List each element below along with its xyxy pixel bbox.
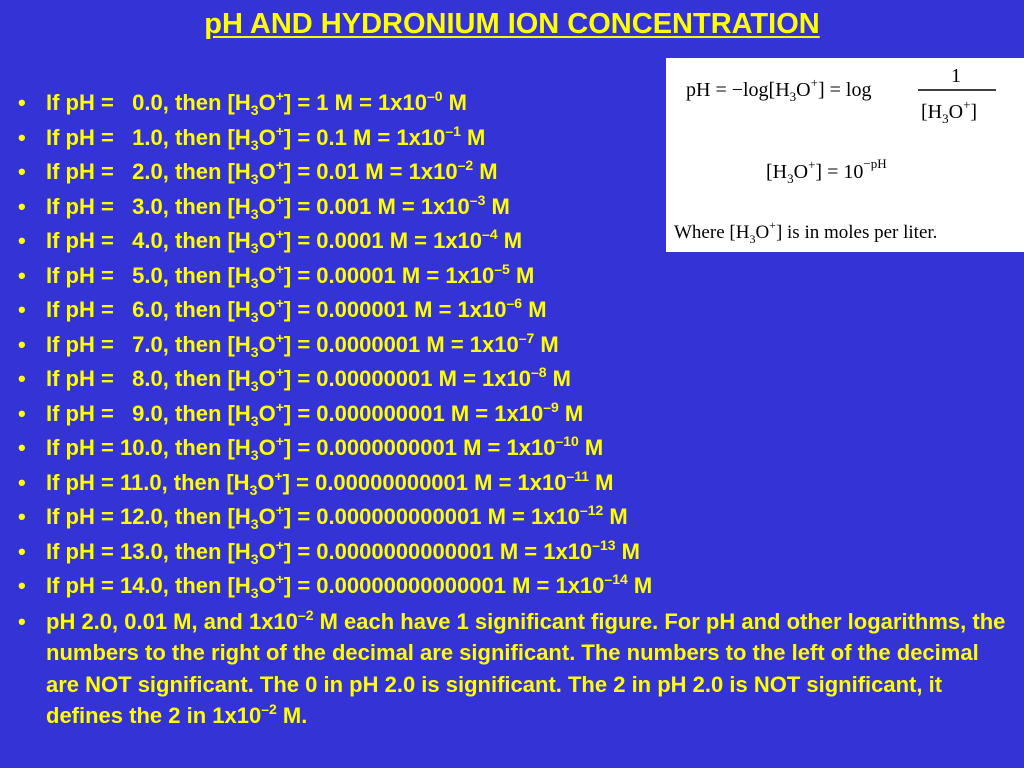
ph-value: 0.0 [119,90,163,115]
concentration-value: 0.00000001 [316,366,433,391]
concentration-value: 0.0000000000001 [316,538,494,564]
ph-value: 7.0 [119,331,163,357]
bullet-dot: • [18,90,26,115]
exponent: –12 [579,502,604,518]
concentration-value: 0.01 [316,159,360,184]
ph-value: 5.0 [119,262,163,288]
ph-value: 11.0 [119,469,162,495]
exponent: –11 [566,467,590,484]
ph-value: 1.0 [119,124,163,150]
concentration-value: 0.00000000001 [315,469,469,495]
exponent: –0 [426,88,443,104]
concentration-value: 0.1 [316,124,347,150]
ph-value: 3.0 [119,193,163,219]
concentration-value: 0.000000001 [316,400,445,426]
page-title: pH AND HYDRONIUM ION CONCENTRATION [204,8,820,40]
concentration-value: 1 [316,90,329,115]
bullet-dot: • [18,366,26,391]
ph-value: 10.0 [119,435,163,460]
formula-image [666,58,1024,252]
bullet-dot: • [18,608,26,634]
concentration-formula: $[H_3O^+] = 10^{-pH}$ [766,156,887,186]
ph-value: 9.0 [119,400,163,426]
bullet-dot: • [18,504,26,529]
ph-value: 12.0 [119,504,163,529]
note-text-3: M. [276,703,308,728]
concentration-value: 0.00001 [316,262,396,288]
bullet-dot: • [18,469,26,495]
bullet-dot: • [18,228,26,253]
bullet-dot: • [18,262,26,288]
exponent: –3 [469,191,486,208]
ph-row: • If pH = 9.0, then $[H_3O^+] = 0.000000001$ $M = 1x10^{-9}$ M [14,397,1014,432]
exponent: –1 [445,122,461,139]
ph-row: • If pH = 3.0, then $[H_3O^+] = 0.001$ $M = 1x10^{-3}$ M [14,190,1014,225]
exponent: –2 [457,157,474,173]
ph-definition-formula: pH = $-\log[H_3O^+] = \log$ [686,75,872,104]
bullet-dot: • [18,573,26,598]
exponent: –4 [482,226,498,242]
exponent: –9 [543,398,559,415]
note-exponent-1: –2 [297,606,314,623]
exponent: –10 [555,433,579,449]
fraction-denominator: $[H_3O^+]$ [921,97,978,126]
exponent: –6 [506,295,523,311]
ph-value: 14.0 [119,573,163,598]
ph-value: 4.0 [119,228,163,253]
ph-row: • If pH = 4.0, then $[H_3O^+] = 0.0001$ $M = 1x10^{-4}$ M [14,224,1014,259]
ph-row: • If pH = 13.0, then $[H_3O^+] = 0.0000000000001$ $M = 1x10^{-13}$ M [14,535,1014,570]
concentration-value: 0.00000000000001 [316,573,506,598]
bullet-dot: • [18,159,26,184]
concentration-value: 0.000000000001 [316,504,482,529]
ph-row: • If pH = 10.0, then $[H_3O^+] = 0.0000000001$ $M = 1x10^{-10}$ M [14,431,1014,466]
ph-row: • If pH = 5.0, then $[H_3O^+] = 0.00001$ $M = 1x10^{-5}$ M [14,259,1014,294]
ph-value: 13.0 [119,538,163,564]
fraction-numerator: 1 [951,65,961,87]
note-exponent-2: –2 [261,701,277,717]
ph-value: 6.0 [119,297,163,322]
ph-row: • If pH = 1.0, then $[H_3O^+] = 0.1$ $M = 1x10^{-1}$ M [14,121,1014,156]
ph-row: • If pH = 11.0, then $[H_3O^+] = 0.00000000001$ $M = 1x10^{-11}$ M [14,466,1014,501]
concentration-value: 0.0000001 [316,331,421,357]
ph-value: 8.0 [119,366,163,391]
exponent: –7 [518,329,535,346]
bullet-dot: • [18,435,26,460]
bullet-dot: • [18,124,26,150]
exponent: –8 [530,364,547,380]
concentration-value: 0.0000000001 [316,435,457,460]
ph-row: • If pH = 6.0, then $[H_3O^+] = 0.000001$ $M = 1x10^{-6}$ M [14,293,1014,328]
ph-row: • If pH = 12.0, then $[H_3O^+] = 0.000000000001$ $M = 1x10^{-12}$ M [14,500,1014,535]
concentration-value: 0.0001 [316,228,384,253]
bullet-dot: • [18,297,26,322]
ph-value: 2.0 [119,159,163,184]
ph-row: • If pH = 0.0, then $[H_3O^+] = 1$ $M = 1x10^{-0}$ M [14,86,1014,121]
bullet-dot: • [18,400,26,426]
ph-row: • If pH = 8.0, then $[H_3O^+] = 0.00000001$ $M = 1x10^{-8}$ M [14,362,1014,397]
ph-row: • If pH = 2.0, then $[H_3O^+] = 0.01$ $M = 1x10^{-2}$ M [14,155,1014,190]
exponent: –5 [494,260,510,277]
exponent: –14 [604,571,628,587]
bullet-dot: • [18,538,26,564]
bullet-dot: • [18,193,26,219]
bullet-dot: • [18,331,26,357]
units-note: Where $[H_3O^+]$ is in moles per liter. [674,218,938,246]
note-text-2: M each have 1 significant figure. For pH and other logarithms, the numbers to the right of the decimal are significant. The numbers to the left of the decimal are NOT significant. The 0 in pH 2.0 is significant. The 2 in pH 2.0 is NOT significant, it defines the 2 in 1x10 [46,608,1006,728]
ph-row: • If pH = 14.0, then $[H_3O^+] = 0.00000000000001$ $M = 1x10^{-14}$ M [14,569,1014,604]
ph-row: • If pH = 7.0, then $[H_3O^+] = 0.0000001$ $M = 1x10^{-7}$ M [14,328,1014,363]
exponent: –13 [592,536,616,553]
note-text-1: pH 2.0, 0.01 M, and 1x10 [46,608,298,634]
significant-figures-note [14,606,1010,732]
concentration-value: 0.001 [316,193,372,219]
concentration-value: 0.000001 [316,297,409,322]
